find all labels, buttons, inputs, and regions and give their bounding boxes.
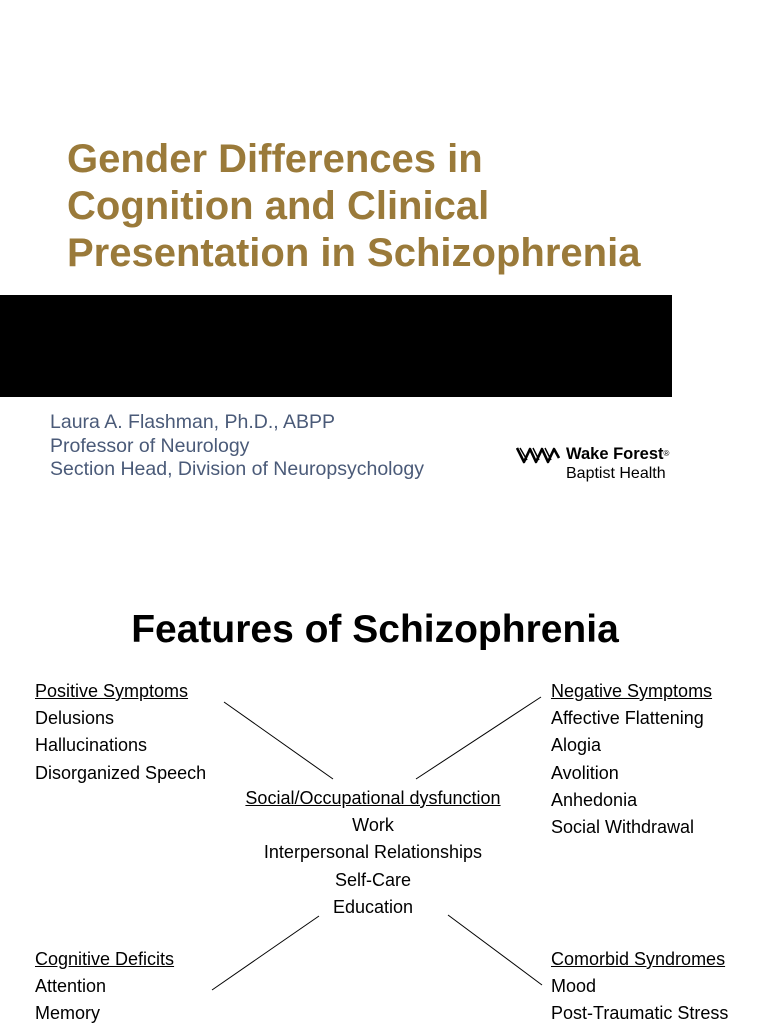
list-item: Interpersonal Relationships [263, 842, 483, 863]
connector-line [212, 916, 319, 990]
features-slide [0, 560, 768, 1024]
author-section: Section Head, Division of Neuropsychology [50, 458, 424, 480]
cognitive-deficits-list [35, 946, 174, 1028]
list-item: Social Withdrawal [551, 817, 695, 838]
wave-logo-icon [516, 446, 560, 464]
title-line: Gender Differences in [67, 137, 483, 181]
logo-subtitle: Baptist Health [566, 465, 666, 482]
slide-title: Features of Schizophrenia [131, 608, 619, 651]
author-name: Laura A. Flashman, Ph.D., ABPP [50, 411, 336, 433]
negative-symptoms-list [551, 678, 712, 841]
list-item: Alogia [551, 735, 602, 756]
list-item: Affective Flattening [551, 708, 704, 729]
list-header: Positive Symptoms [35, 681, 189, 701]
positive-symptoms-list [35, 678, 206, 787]
list-header: Social/Occupational dysfunction [245, 788, 501, 808]
social-occupational-list [203, 785, 543, 921]
presentation-title [67, 136, 747, 277]
list-item: Education [332, 896, 414, 917]
wake-forest-logo [516, 444, 686, 486]
author-block [50, 411, 424, 482]
redaction-bar [0, 295, 672, 397]
list-header: Cognitive Deficits [35, 949, 175, 969]
author-title: Professor of Neurology [50, 434, 250, 457]
list-item: Work [352, 815, 394, 836]
title-line: Cognition and Clinical [67, 184, 490, 228]
list-item: Mood [551, 976, 597, 997]
list-item: Disorganized Speech [35, 762, 207, 783]
list-item: Post-Traumatic Stress [551, 1003, 729, 1024]
connector-line [224, 702, 333, 779]
list-item: Self-Care [334, 869, 412, 890]
connector-line [416, 697, 541, 779]
list-item: Hallucinations [35, 735, 148, 756]
list-item: Attention [35, 976, 107, 997]
list-item: Delusions [35, 708, 115, 729]
list-item: Avolition [551, 762, 619, 783]
registered-mark: ® [663, 449, 670, 458]
comorbid-syndromes-list [551, 946, 728, 1028]
logo-name: Wake Forest® [566, 445, 670, 463]
list-item: Memory [35, 1003, 101, 1024]
list-header: Comorbid Syndromes [551, 949, 726, 969]
connector-line [448, 915, 542, 985]
title-line: Presentation in Schizophrenia [67, 231, 641, 275]
list-item: Anhedonia [551, 789, 638, 810]
list-header: Negative Symptoms [551, 681, 713, 701]
